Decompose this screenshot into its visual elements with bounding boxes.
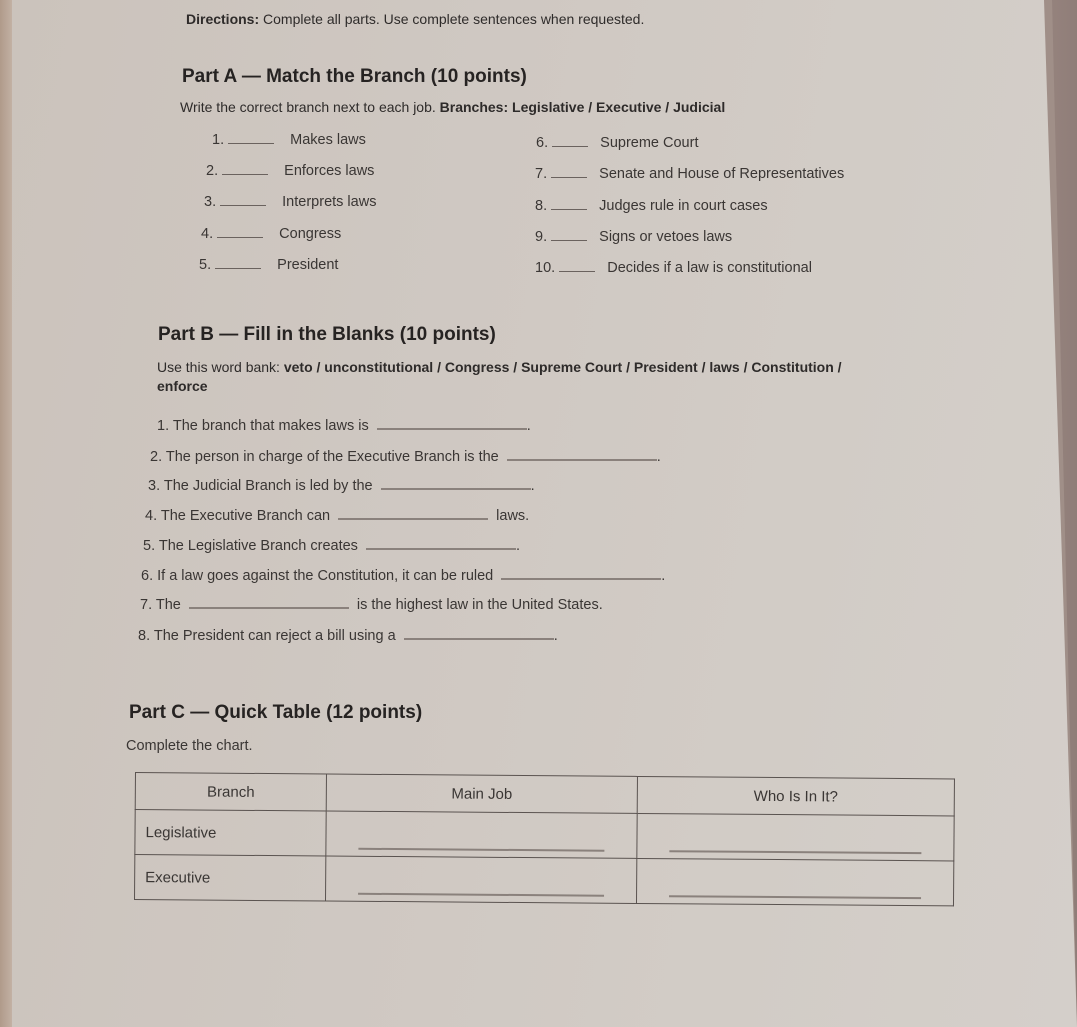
table-row — [134, 855, 953, 906]
fill-text-after: is the highest law in the United States. — [356, 597, 603, 613]
part-c-title: Part C — Quick Table (12 points) — [129, 702, 423, 723]
fill-item-2 — [150, 449, 661, 465]
answer-line — [670, 850, 922, 854]
fill-item-1 — [157, 418, 531, 434]
item-number: 9. — [535, 229, 548, 245]
fill-text-after: . — [526, 418, 531, 434]
fill-blank[interactable] — [366, 548, 516, 550]
fill-text-after: . — [661, 568, 666, 584]
match-item-2 — [206, 163, 374, 179]
main-job-cell[interactable] — [326, 811, 637, 858]
item-text: Judges rule in court cases — [599, 198, 768, 214]
word-bank-label: Use this word bank: — [157, 359, 280, 375]
fill-blank[interactable] — [189, 607, 349, 609]
background-edge-left — [0, 0, 14, 1027]
fill-item-8 — [138, 628, 558, 644]
item-text: President — [277, 257, 339, 273]
fill-text-before: 4. The Executive Branch can — [145, 508, 331, 524]
answer-blank[interactable] — [551, 176, 587, 178]
answer-line — [358, 848, 605, 852]
match-item-8 — [535, 198, 768, 214]
directions-label: Directions: — [186, 11, 260, 27]
fill-text-before: 8. The President can reject a bill using a — [138, 628, 396, 644]
item-number: 8. — [535, 198, 548, 214]
answer-blank[interactable] — [215, 267, 261, 269]
branches-list: Legislative / Executive / Judicial — [512, 99, 726, 115]
part-a-title: Part A — Match the Branch (10 points) — [182, 66, 527, 87]
item-number: 1. — [212, 132, 225, 148]
word-bank-words: veto / unconstitutional / Congress / Supreme Court / President / laws / Constitution / — [283, 359, 842, 375]
column-header-who: Who Is In It? — [637, 776, 954, 815]
table-header-row — [135, 773, 954, 816]
item-number: 2. — [206, 163, 219, 179]
fill-blank[interactable] — [338, 518, 488, 520]
part-a-instruction — [180, 99, 725, 115]
item-text: Makes laws — [290, 132, 366, 148]
who-cell[interactable] — [636, 858, 953, 905]
who-cell[interactable] — [637, 813, 954, 860]
answer-blank[interactable] — [222, 173, 268, 175]
fill-item-5 — [143, 538, 520, 554]
main-job-cell[interactable] — [325, 856, 636, 903]
fill-text-before: 5. The Legislative Branch creates — [143, 538, 358, 554]
column-header-main-job: Main Job — [326, 774, 637, 813]
fill-blank[interactable] — [377, 428, 527, 430]
match-item-1 — [212, 132, 366, 148]
branch-cell: Legislative — [135, 810, 326, 856]
fill-text-after: . — [656, 449, 661, 465]
item-text: Signs or vetoes laws — [599, 229, 733, 245]
branch-cell: Executive — [134, 855, 325, 901]
answer-line — [669, 895, 921, 899]
item-text: Interprets laws — [282, 194, 377, 210]
word-bank-continued — [157, 378, 208, 394]
fill-item-6 — [141, 568, 665, 584]
branch-table — [134, 772, 955, 906]
fill-item-7 — [140, 597, 603, 613]
part-c-instruction: Complete the chart. — [126, 738, 253, 754]
answer-blank[interactable] — [551, 239, 587, 241]
fill-text-before: 2. The person in charge of the Executive Branch is the — [150, 449, 499, 465]
fill-text-before: 7. The — [140, 597, 181, 613]
answer-blank[interactable] — [552, 145, 588, 147]
match-item-9 — [535, 229, 732, 245]
answer-blank[interactable] — [559, 270, 595, 272]
fill-item-4 — [145, 508, 529, 524]
fill-blank[interactable] — [507, 459, 657, 461]
answer-line — [358, 893, 605, 897]
fill-text-before: 1. The branch that makes laws is — [157, 418, 369, 434]
answer-blank[interactable] — [551, 208, 587, 210]
item-number: 3. — [204, 194, 217, 210]
fill-text-after: . — [515, 538, 520, 554]
part-a-instruction-text: Write the correct branch next to each job. — [180, 99, 436, 115]
directions — [186, 11, 644, 27]
answer-blank[interactable] — [217, 236, 263, 238]
word-bank — [157, 359, 842, 375]
table-row — [135, 810, 954, 861]
fill-blank[interactable] — [501, 578, 661, 580]
answer-blank[interactable] — [220, 204, 266, 206]
match-item-6 — [536, 135, 698, 151]
match-item-7 — [535, 166, 844, 182]
item-text: Congress — [279, 226, 342, 242]
column-header-branch: Branch — [135, 773, 326, 811]
item-number: 7. — [535, 166, 548, 182]
fill-blank[interactable] — [404, 638, 554, 640]
fill-text-after: . — [530, 478, 535, 494]
fill-text-before: 3. The Judicial Branch is led by the — [148, 478, 373, 494]
fill-blank[interactable] — [381, 488, 531, 490]
match-item-4 — [201, 226, 341, 242]
branches-label: Branches: — [439, 99, 509, 115]
item-number: 4. — [201, 226, 214, 242]
item-number: 6. — [536, 135, 549, 151]
fill-text-before: 6. If a law goes against the Constitution, it can be ruled — [141, 568, 494, 584]
fill-text-after: . — [553, 628, 558, 644]
item-text: Senate and House of Representatives — [599, 166, 845, 182]
fill-text-after: laws. — [496, 508, 530, 524]
match-item-3 — [204, 194, 376, 210]
item-text: Supreme Court — [600, 135, 699, 151]
answer-blank[interactable] — [228, 142, 274, 144]
match-item-5 — [199, 257, 338, 273]
item-text: Enforces laws — [284, 163, 375, 179]
word-bank-words-cont: enforce — [157, 378, 208, 394]
part-b-title: Part B — Fill in the Blanks (10 points) — [158, 324, 496, 345]
match-item-10 — [535, 260, 812, 276]
item-number: 5. — [199, 257, 212, 273]
fill-item-3 — [148, 478, 535, 494]
directions-text: Complete all parts. Use complete sentences when requested. — [263, 11, 645, 27]
item-number: 10. — [535, 260, 556, 276]
item-text: Decides if a law is constitutional — [607, 260, 812, 276]
